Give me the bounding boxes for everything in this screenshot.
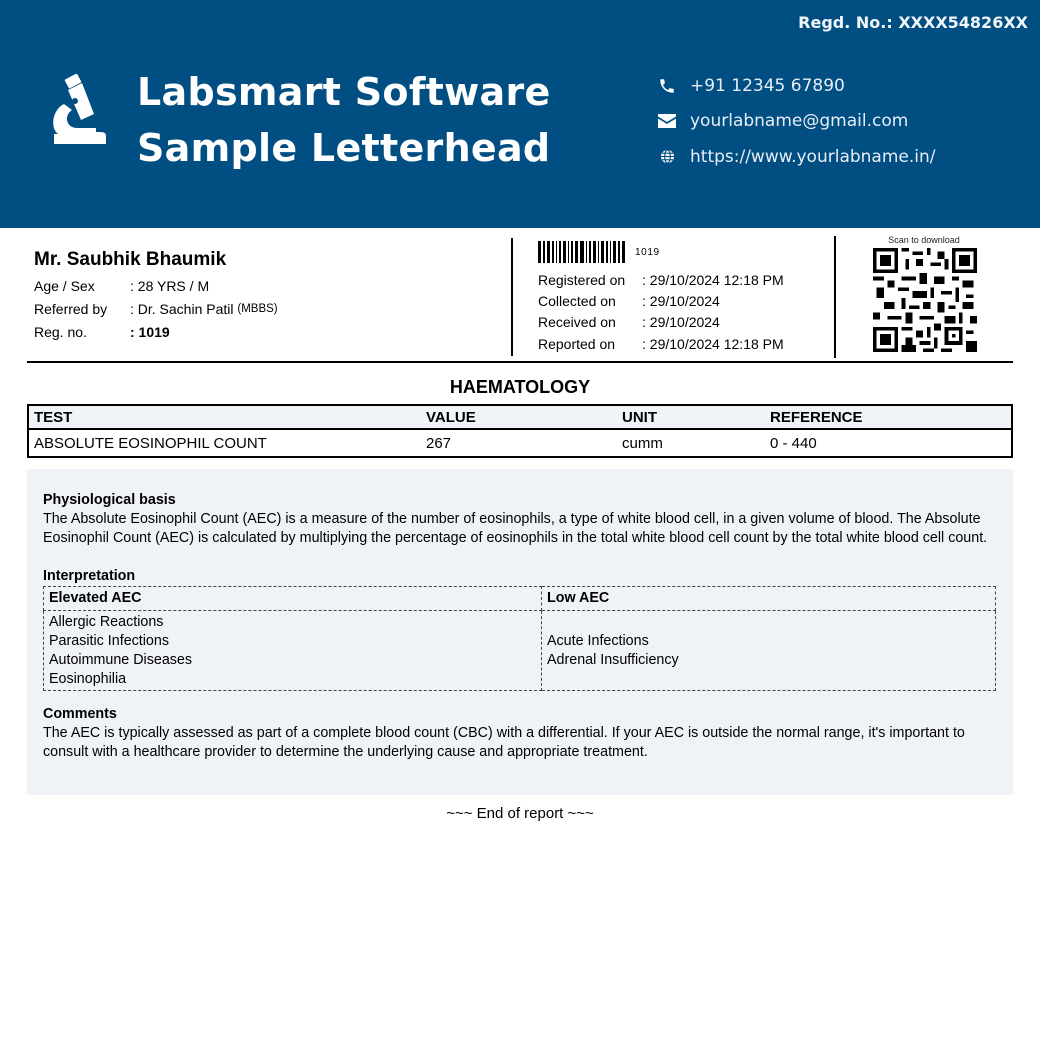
collected-on-value: : 29/10/2024 [642,292,720,309]
patient-name: Mr. Saubhik Bhaumik [34,249,227,270]
elevated-title: Elevated AEC [44,587,542,611]
col-unit: UNIT [617,405,765,429]
received-on-label: Received on [538,314,616,331]
reg-no-row [34,320,278,343]
cell-unit: cumm [622,434,663,452]
list-item: Acute Infections [547,632,649,649]
physiological-title: Physiological basis [43,492,176,508]
divider-vertical-2 [834,236,836,358]
referred-by-value: : Dr. Sachin Patil [130,300,234,317]
section-title: HAEMATOLOGY [449,377,591,397]
registered-on-label: Registered on [538,271,626,288]
microscope-icon [50,74,108,148]
barcode-number: 1019 [635,246,660,258]
barcode-icon [538,241,627,263]
brand-line-1: Labsmart Software [137,70,551,114]
low-title: Low AEC [542,587,996,611]
envelope-icon [656,110,678,132]
list-item: Parasitic Infections [49,632,169,649]
col-reference: REFERENCE [765,405,1012,429]
cell-reference: 0 - 440 [770,434,817,452]
list-item: Adrenal Insufficiency [547,651,679,668]
dates-block [538,269,784,354]
contact-email-text: yourlabname@gmail.com [690,111,909,132]
reg-no-label: Reg. no. [34,323,87,340]
cell-test: ABSOLUTE EOSINOPHIL COUNT [34,434,267,452]
divider-vertical-1 [511,238,513,356]
referred-by-row [34,297,278,320]
comments-text: The AEC is typically assessed as part of a complete blood count (CBC) with a differential. If your AEC is outside the normal range, it's important to consult with a healthcare provider to determine the underlying cause and appropriate treatment. [43,725,965,760]
regd-number: Regd. No.: XXXX54826XX [798,13,1028,32]
reported-on-label: Reported on [538,335,616,352]
received-on-value: : 29/10/2024 [642,314,720,331]
phone-icon [656,75,678,97]
age-sex-value: : 28 YRS / M [130,277,210,294]
contact-list [656,68,936,175]
referred-by-degree: (MBBS) [237,302,278,315]
received-on-row [538,312,784,333]
contact-website [656,139,936,175]
results-header-row [28,405,1012,429]
globe-icon [656,146,678,168]
end-of-report: ~~~ End of report ~~~ [446,805,594,822]
low-list [542,611,996,691]
reported-on-row [538,333,784,354]
divider-horizontal [27,361,1013,363]
qr-label: Scan to download [888,235,960,245]
list-item: Allergic Reactions [49,613,164,630]
elevated-list [44,611,542,691]
referred-by-label: Referred by [34,300,108,317]
list-item: Eosinophilia [49,670,127,687]
interpretation-table [43,586,996,691]
comments-title: Comments [43,706,117,722]
collected-on-row [538,290,784,311]
collected-on-label: Collected on [538,292,616,309]
registered-on-row [538,269,784,290]
patient-info [34,249,278,343]
barcode-block [538,241,660,263]
interpretation-title: Interpretation [43,568,136,584]
brand-line-2: Sample Letterhead [137,126,551,170]
reg-no-value: : 1019 [130,323,170,340]
reported-on-value: : 29/10/2024 12:18 PM [642,335,784,352]
letterhead-banner [0,0,1040,228]
qr-code-icon[interactable] [873,248,977,352]
list-item: Autoimmune Diseases [49,651,193,668]
comments-block [43,705,997,762]
physiological-text: The Absolute Eosinophil Count (AEC) is a measure of the number of eosinophils, a type of white blood cell, in a given volume of blood. The Absolute Eosinophil Count (AEC) is calculated by multiplying the percentage of eosinophils in the total white blood cell count by the total white blood cell count. [43,511,988,546]
table-row [28,429,1012,457]
age-sex-row [34,274,278,297]
brand-title [137,64,551,176]
contact-phone [656,68,936,104]
col-value: VALUE [421,405,617,429]
col-test: TEST [28,405,421,429]
results-table [27,404,1013,458]
age-sex-label: Age / Sex [34,277,95,294]
notes-panel [27,469,1013,795]
registered-on-value: : 29/10/2024 12:18 PM [642,271,784,288]
cell-value: 267 [426,434,452,452]
contact-website-text: https://www.yourlabname.in/ [690,146,936,167]
contact-phone-text: +91 12345 67890 [690,75,845,96]
contact-email [656,104,936,140]
